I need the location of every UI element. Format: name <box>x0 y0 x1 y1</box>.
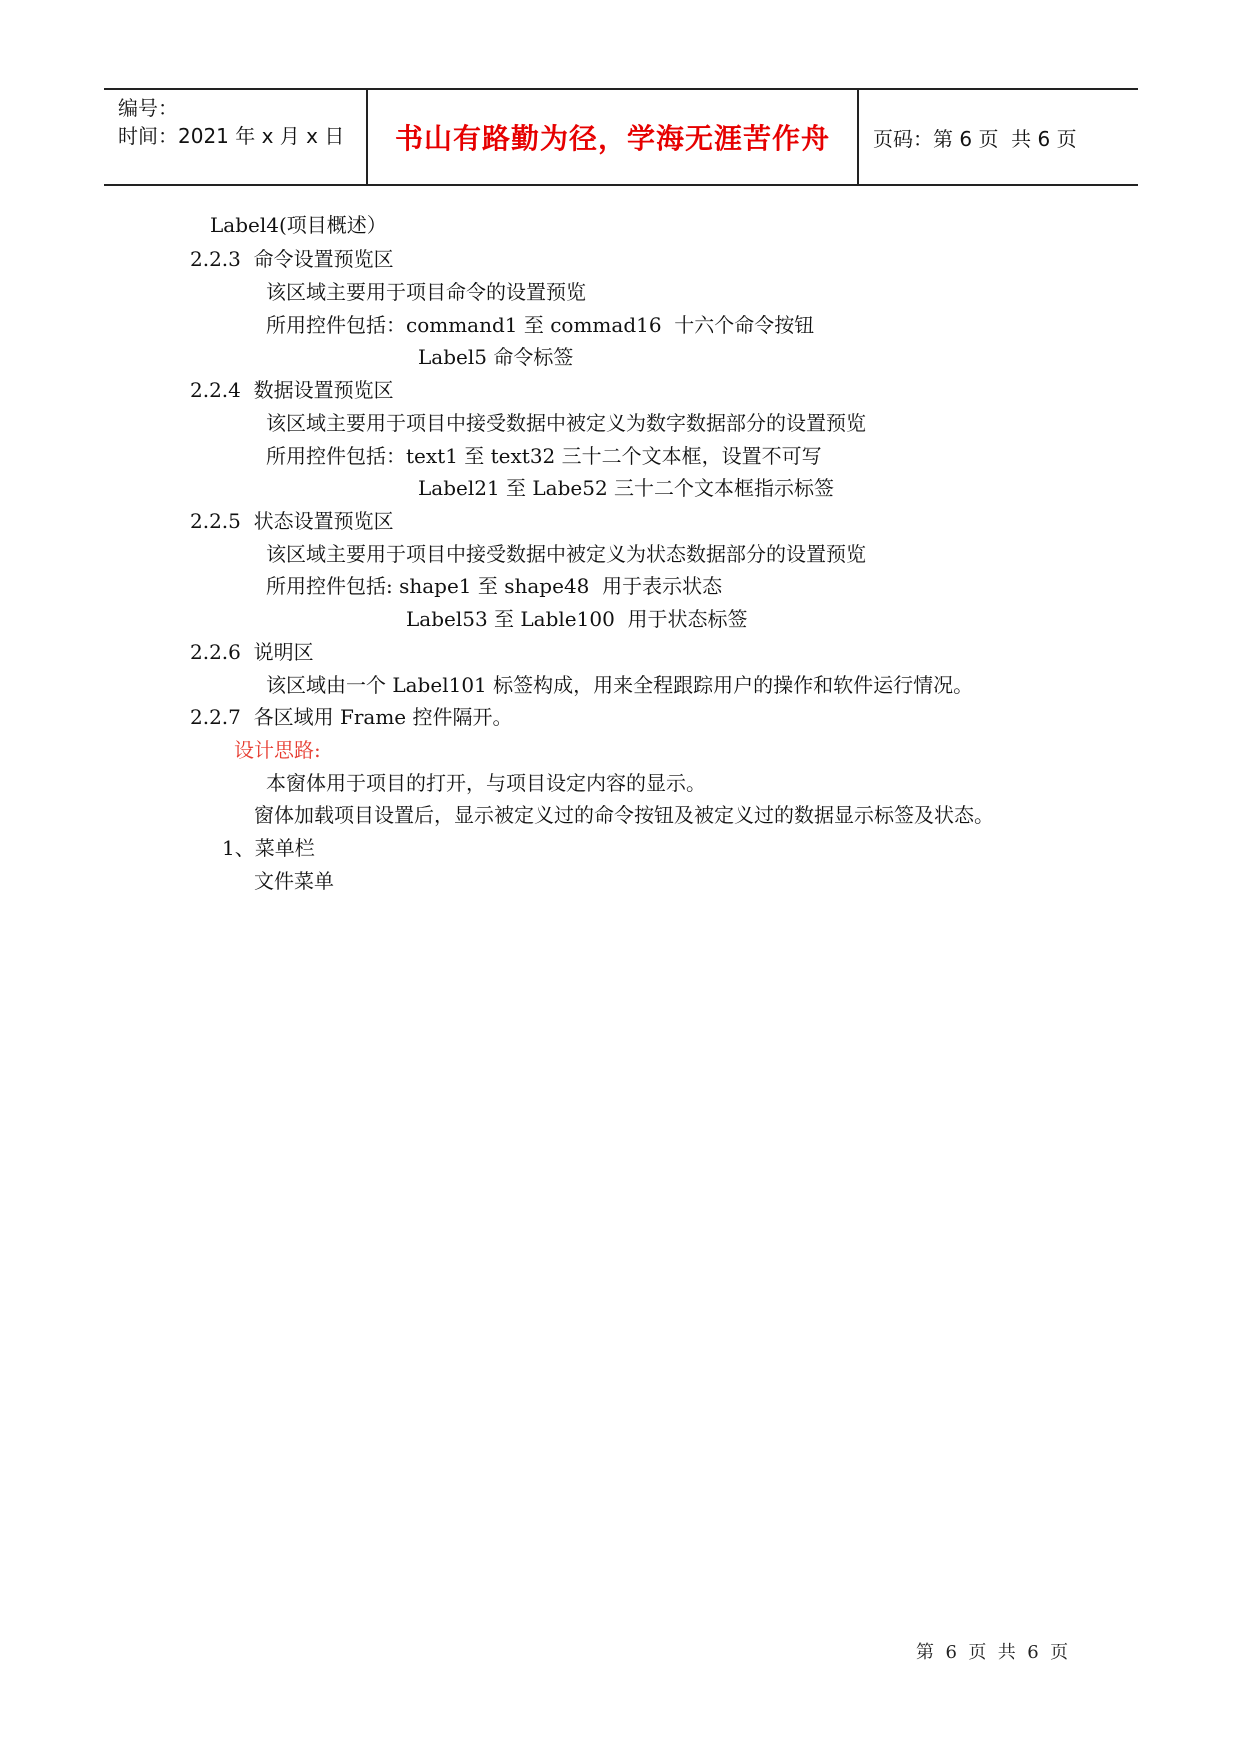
page-header <box>104 88 1138 186</box>
section-heading-2-2-6: 2.2.6 说明区 <box>190 640 314 664</box>
list-heading: 1、菜单栏 <box>222 836 315 860</box>
body-line: 本窗体用于项目的打开，与项目设定内容的显示。 <box>266 771 706 795</box>
page-footer: 第 6 页 共 6 页 <box>916 1642 1069 1663</box>
body-line: 窗体加载项目设置后，显示被定义过的命令按钮及被定义过的数据显示标签及状态。 <box>254 803 994 827</box>
header-page-info: 页码：第 6 页 共 6 页 <box>873 126 1077 151</box>
body-line: Label4(项目概述） <box>210 213 387 237</box>
body-line: 该区域由一个 Label101 标签构成，用来全程跟踪用户的操作和软件运行情况。 <box>266 673 974 697</box>
body-line: 文件菜单 <box>254 869 334 893</box>
body-line: 该区域主要用于项目命令的设置预览 <box>266 280 586 304</box>
section-heading-2-2-5: 2.2.5 状态设置预览区 <box>190 509 394 533</box>
body-line: 所用控件包括：text1 至 text32 三十二个文本框，设置不可写 <box>266 444 822 468</box>
body-line: 该区域主要用于项目中接受数据中被定义为数字数据部分的设置预览 <box>266 411 866 435</box>
body-line: 所用控件包括: shape1 至 shape48 用于表示状态 <box>266 574 723 598</box>
document-number-label: 编号： <box>118 96 178 120</box>
body-line: Label5 命令标签 <box>418 345 574 369</box>
body-line: Label21 至 Labe52 三十二个文本框指示标签 <box>418 476 835 500</box>
header-meta <box>104 90 368 184</box>
section-heading-2-2-7: 2.2.7 各区域用 Frame 控件隔开。 <box>190 705 513 729</box>
section-heading-2-2-4: 2.2.4 数据设置预览区 <box>190 378 394 402</box>
document-time-label: 时间：2021 年 x 月 x 日 <box>118 124 345 148</box>
section-heading-2-2-3: 2.2.3 命令设置预览区 <box>190 247 394 271</box>
body-line: Label53 至 Lable100 用于状态标签 <box>406 607 748 631</box>
header-motto: 书山有路勤为径，学海无涯苦作舟 <box>368 90 859 184</box>
design-heading: 设计思路: <box>234 738 321 762</box>
body-line: 所用控件包括：command1 至 commad16 十六个命令按钮 <box>266 313 815 337</box>
body-line: 该区域主要用于项目中接受数据中被定义为状态数据部分的设置预览 <box>266 542 866 566</box>
